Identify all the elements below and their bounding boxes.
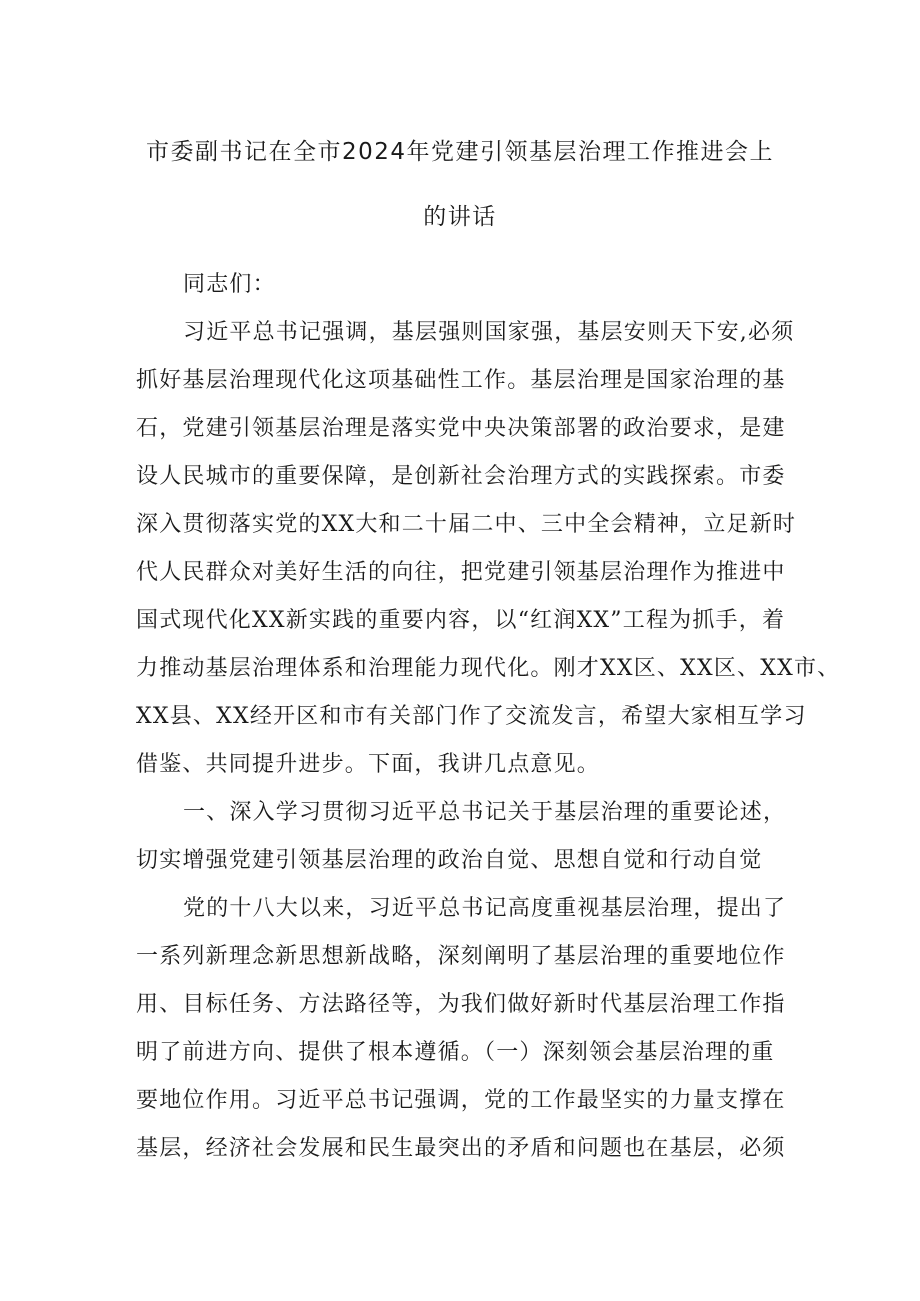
paragraph-line: 国式现代化XX新实践的重要内容，以“红润XX”工程为抓手，着 (136, 608, 786, 633)
paragraph-line: 基层，经济社会发展和民生最突出的矛盾和问题也在基层，必须 (136, 1136, 786, 1161)
paragraph-line: 力推动基层治理体系和治理能力现代化。刚才XX区、XX区、XX市、 (136, 656, 841, 681)
paragraph-line: 用、目标任务、方法路径等，为我们做好新时代基层治理工作指 (136, 992, 786, 1017)
paragraph-line: 借鉴、共同提升进步。下面，我讲几点意见。 (136, 752, 601, 777)
document-title-line-1: 市委副书记在全市2024年党建引领基层治理工作推进会上 (145, 139, 775, 165)
paragraph-line: 深入贯彻落实党的XX大和二十届二中、三中全会精神，立足新时 (136, 512, 797, 537)
section-heading-line: 切实增强党建引领基层治理的政治自觉、思想自觉和行动自觉 (136, 848, 763, 873)
paragraph-line: 一系列新理念新思想新战略，深刻阐明了基层治理的重要地位作 (136, 944, 786, 969)
paragraph-line: 设人民城市的重要保障，是创新社会治理方式的实践探索。市委 (136, 464, 786, 489)
paragraph-line: 明了前进方向、提供了根本遵循。（一）深刻领会基层治理的重 (136, 1040, 775, 1065)
document-title-line-2: 的讲话 (423, 204, 497, 230)
paragraph-line: 党的十八大以来，习近平总书记高度重视基层治理，提出了 (183, 896, 787, 921)
paragraph-line: 石，党建引领基层治理是落实党中央决策部署的政治要求，是建 (136, 416, 786, 441)
paragraph-line: 代人民群众对美好生活的向往，把党建引领基层治理作为推进中 (136, 560, 786, 585)
paragraph-line: 抓好基层治理现代化这项基础性工作。基层治理是国家治理的基 (136, 368, 786, 393)
paragraph-line: 习近平总书记强调，基层强则国家强，基层安则天下安,必须 (183, 320, 795, 345)
section-heading-line: 一、深入学习贯彻习近平总书记关于基层治理的重要论述， (183, 800, 787, 825)
paragraph-line: 要地位作用。习近平总书记强调，党的工作最坚实的力量支撑在 (136, 1088, 786, 1113)
paragraph-line: XX县、XX经开区和市有关部门作了交流发言，希望大家相互学习 (136, 704, 807, 729)
salutation: 同志们： (183, 272, 276, 297)
